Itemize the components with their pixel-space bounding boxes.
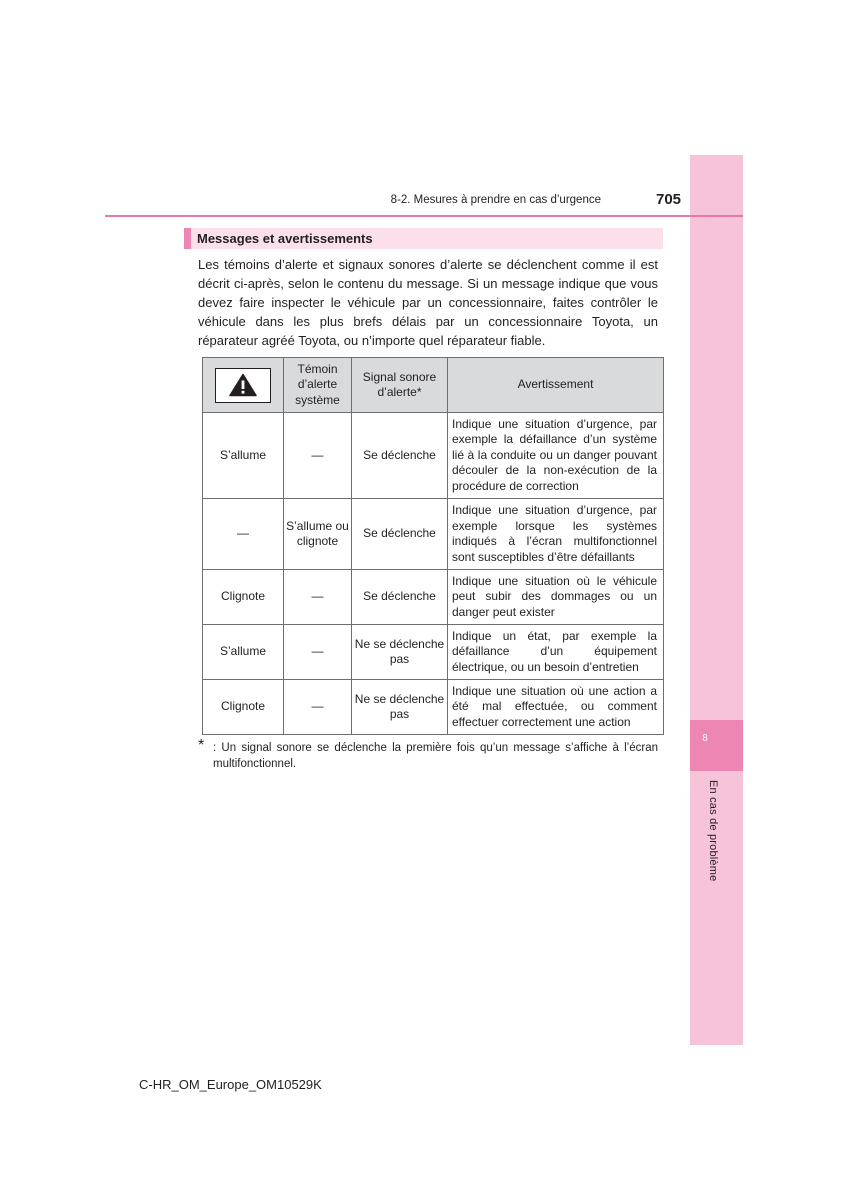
table-row	[203, 499, 664, 570]
chapter-number-tab	[690, 720, 743, 771]
running-header-section: 8-2. Mesures à prendre en cas d’urgence	[390, 194, 601, 206]
cell-buzzer: Se déclenche	[352, 499, 448, 570]
cell-system-light: S’allume ou clignote	[284, 499, 352, 570]
chapter-title: En cas de problème	[707, 780, 719, 882]
warning-table	[202, 357, 664, 735]
cell-warning: Indique une situation où une action a été mal effectuée, ou comment effectuer correctement une action	[448, 680, 664, 735]
cell-display: S’allume	[203, 625, 284, 680]
chapter-number: 8	[702, 733, 708, 744]
section-heading-bar	[184, 228, 663, 249]
document-id: C-HR_OM_Europe_OM10529K	[139, 1077, 322, 1092]
cell-display: Clignote	[203, 680, 284, 735]
header-warning: Avertissement	[448, 358, 664, 413]
footnote-marker: *	[198, 737, 205, 754]
cell-warning: Indique un état, par exemple la défaillance d’un équipement électrique, ou un besoin d’entretien	[448, 625, 664, 680]
chapter-side-tab	[690, 155, 743, 1045]
header-rule	[105, 215, 743, 217]
section-title: Messages et avertissements	[197, 231, 373, 246]
header-buzzer: Signal sonore d’alerte*	[352, 358, 448, 413]
section-heading-accent	[184, 228, 191, 249]
page-number: 705	[656, 191, 682, 208]
cell-system-light: —	[284, 680, 352, 735]
cell-display: S’allume	[203, 413, 284, 499]
cell-buzzer: Ne se déclenche pas	[352, 680, 448, 735]
cell-warning: Indique une situation d’urgence, par exemple lorsque les systèmes indiqués à l’écran multifonctionnel sont susceptibles d’être défaillants	[448, 499, 664, 570]
cell-warning: Indique une situation d’urgence, par exemple la défaillance d’un système lié à la conduite ou un danger pouvant découler de la non-exécution de la procédure de correction	[448, 413, 664, 499]
table-row	[203, 570, 664, 625]
header-warning-icon-cell	[203, 358, 284, 413]
footnote-text: : Un signal sonore se déclenche la première fois qu’un message s’affiche à l’écran multifonctionnel.	[213, 742, 658, 770]
table-row	[203, 413, 664, 499]
cell-buzzer: Se déclenche	[352, 413, 448, 499]
table-row	[203, 680, 664, 735]
cell-display: —	[203, 499, 284, 570]
warning-triangle-icon	[215, 368, 271, 403]
table-row	[203, 625, 664, 680]
cell-system-light: —	[284, 413, 352, 499]
cell-display: Clignote	[203, 570, 284, 625]
cell-system-light: —	[284, 570, 352, 625]
cell-system-light: —	[284, 625, 352, 680]
cell-warning: Indique une situation où le véhicule peut subir des dommages ou un danger peut exister	[448, 570, 664, 625]
header-system-light: Témoin d’alerte système	[284, 358, 352, 413]
table-header-row	[203, 358, 664, 413]
cell-buzzer: Ne se déclenche pas	[352, 625, 448, 680]
intro-paragraph: Les témoins d’alerte et signaux sonores d’alerte se déclenchent comme il est décrit ci-après, selon le contenu du message. Si un message indique que vous devez faire inspecter le véhicule par un concessionnaire, faites contrôler le véhicule dans les plus brefs délais par un concessionnaire Toyota, un réparateur agréé Toyota, ou n’importe quel réparateur fiable.	[198, 257, 658, 348]
cell-buzzer: Se déclenche	[352, 570, 448, 625]
